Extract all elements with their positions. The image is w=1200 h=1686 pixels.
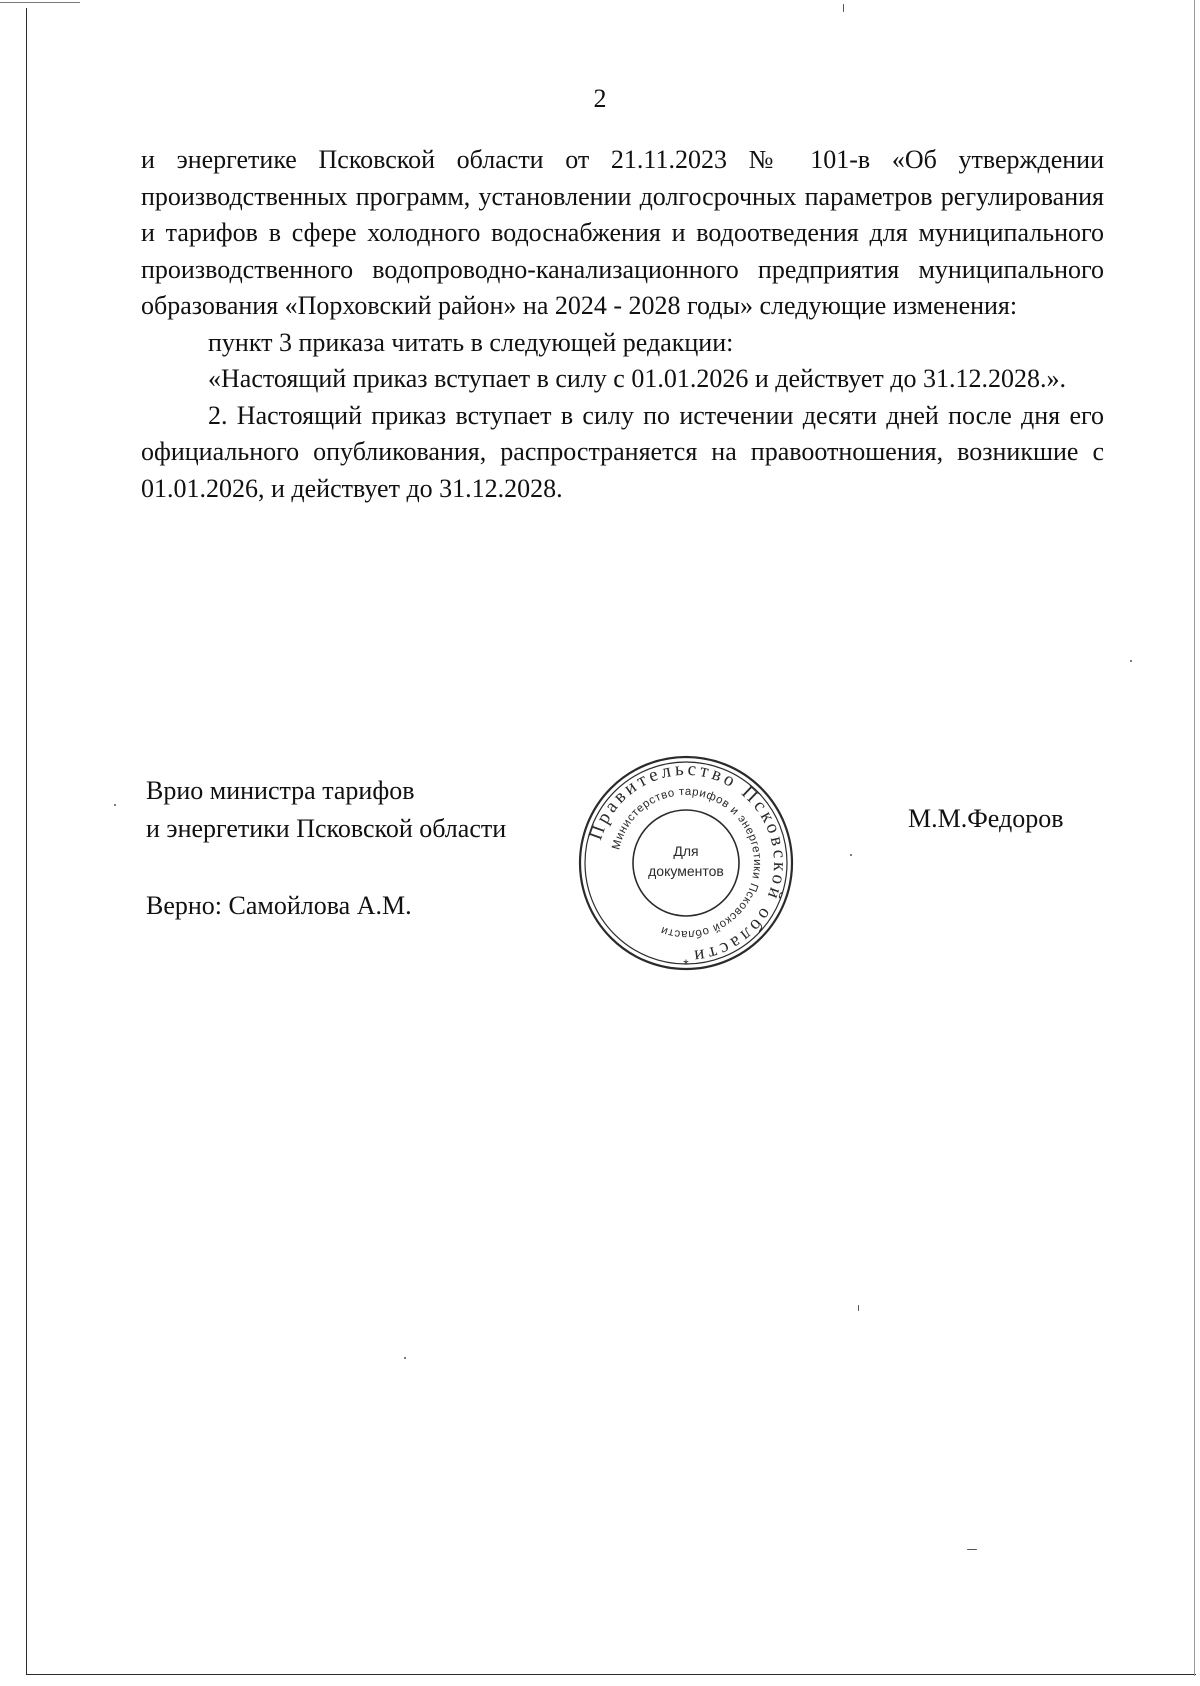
official-seal [576,753,796,973]
seal-outer-text: Правительство Псковской области [585,758,791,968]
scan-edge-bottom [26,1674,1196,1675]
document-body [141,142,1104,507]
seal-center-line2: документов [648,863,724,879]
seal-star-icon: * [683,956,689,972]
paragraph-amendment-context: и энергетике Псковской области от 21.11.2023 № 101-в «Об утверждении производственных программ, установлении долгосрочных параметров регулирования и тарифов в сфере холодного водоснабжения и водоотведения для муниципального производственного водопроводно-канализационного предприятия муниципального образования «Порховский район» на 2024 - 2028 годы» следующие изменения: [141,145,1104,320]
seal-inner-text: Министерство тарифов и энергетики Псковской области [610,785,764,941]
scan-speck [404,1357,406,1359]
scan-edge-top [0,2,80,3]
scan-speck [1130,660,1132,662]
page-number: 2 [593,84,607,113]
scan-edge-left [26,8,27,1674]
signatory-title-line1: Врио министра тарифов [146,776,415,805]
signatory-name: М.М.Федоров [908,804,1064,833]
scan-speck [967,1549,977,1550]
scan-speck [850,854,852,856]
scan-speck [858,1305,859,1311]
verified-by: Верно: Самойлова А.М. [146,891,412,920]
paragraph-new-wording: «Настоящий приказ вступает в силу с 01.01.2026 и действует до 31.12.2028.». [208,364,1067,393]
signatory-title-line2: и энергетики Псковской области [146,814,507,843]
scan-speck [843,4,844,12]
signatory-title [146,772,506,848]
scan-edge-right [1194,0,1195,1676]
paragraph-effective-date: 2. Настоящий приказ вступает в силу по истечении десяти дней после дня его официального опубликования, распространяется на правоотношения, возникшие с 01.01.2026, и действует до 31.12.2028. [141,400,1104,503]
seal-center-line1: Для [673,843,699,859]
paragraph-item-3: пункт 3 приказа читать в следующей редакции: [208,327,734,357]
scan-speck [114,804,116,806]
